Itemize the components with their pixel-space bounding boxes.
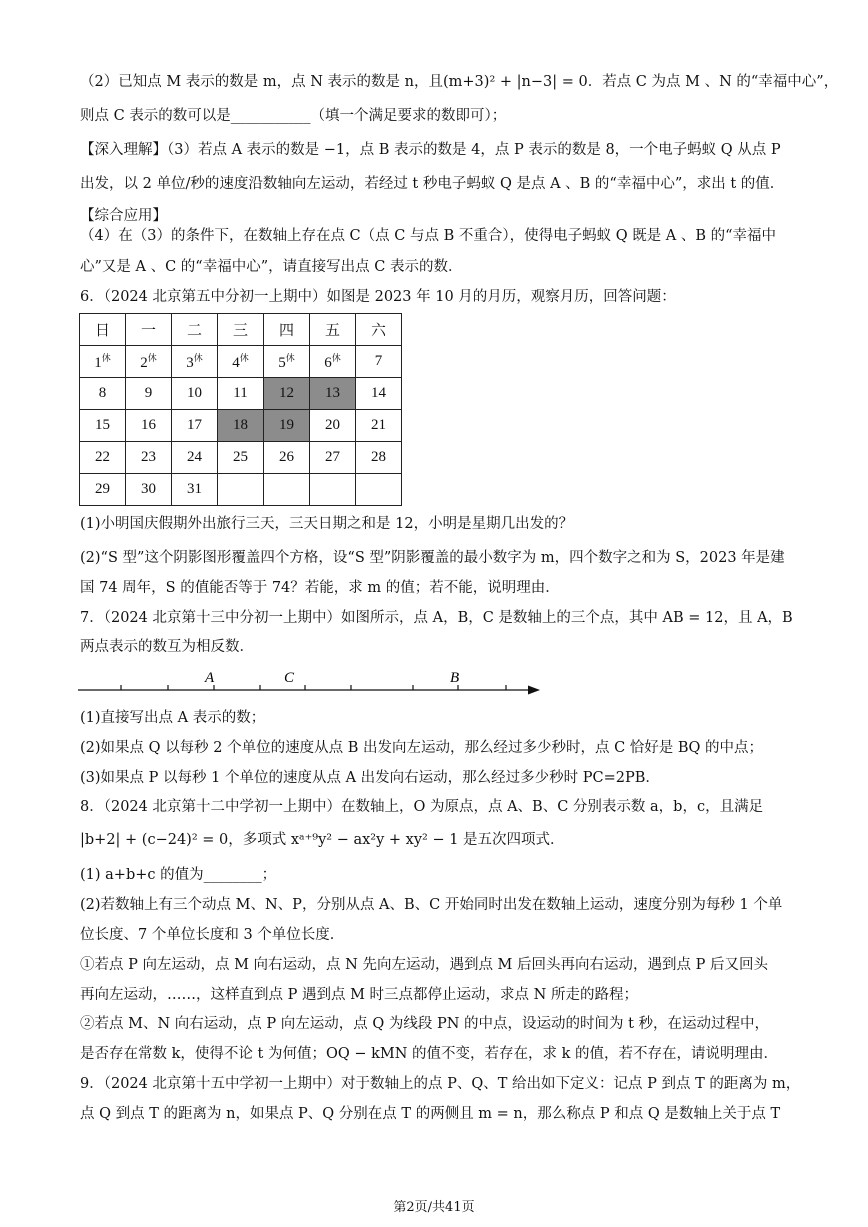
q8-part2-sub1-line1: ①若点 P 向左运动，点 M 向右运动，点 N 先向左运动，遇到点 M 后回头再向右运动，遇到点 P 后又回头 <box>80 957 768 973</box>
calendar-day-cell: 23 <box>126 442 172 474</box>
number-line-arrow <box>528 686 540 695</box>
calendar-day-cell: 17 <box>172 410 218 442</box>
calendar-day-cell: 25 <box>218 442 264 474</box>
q9-stem-line1: 9．（2024 北京第十五中学初一上期中）对于数轴上的点 P、Q、T 给出如下定义：记点 P 到点 T 的距离为 m， <box>80 1076 801 1092</box>
calendar-day-cell: 30 <box>126 474 172 506</box>
calendar-day-cell: 18 <box>218 410 264 442</box>
q8-part2-sub1-line2: 再向左运动，……，这样直到点 P 遇到点 M 时三点都停止运动，求点 N 所走的路程； <box>80 987 638 1003</box>
calendar-empty-cell <box>356 474 402 506</box>
calendar-header: 日 <box>80 314 126 346</box>
calendar-header: 二 <box>172 314 218 346</box>
calendar-day-cell: 24 <box>172 442 218 474</box>
calendar-header: 一 <box>126 314 172 346</box>
holiday-mark: 休 <box>239 353 249 363</box>
calendar-day-cell: 7 <box>356 346 402 378</box>
calendar-day-cell: 9 <box>126 378 172 410</box>
calendar-day-cell: 28 <box>356 442 402 474</box>
q7-stem-line1: 7．（2024 北京第十三中分初一上期中）如图所示，点 A，B，C 是数轴上的三个点，其中 AB = 12，且 A，B <box>80 610 793 626</box>
q5-part4-line2: 心”又是 A 、C 的“幸福中心”，请直接写出点 C 表示的数． <box>80 259 463 275</box>
calendar-day-cell: 13 <box>310 378 356 410</box>
calendar-day-cell: 8 <box>80 378 126 410</box>
calendar-day-cell: 29 <box>80 474 126 506</box>
number-line-ticks <box>121 685 506 690</box>
calendar-day-cell: 22 <box>80 442 126 474</box>
holiday-mark: 休 <box>285 353 295 363</box>
q5-part2-line2: 则点 C 表示的数可以是___________（填一个满足要求的数即可）； <box>80 108 507 124</box>
q5-part4-line1: （4）在（3）的条件下，在数轴上存在点 C（点 C 与点 B 不重合），使得电子蚂蚁 Q 既是 A 、B 的“幸福中 <box>80 228 777 244</box>
calendar-day-cell: 16 <box>126 410 172 442</box>
calendar-day-cell: 14 <box>356 378 402 410</box>
calendar-day-cell: $1^休$ <box>80 346 126 378</box>
q6-part2-line2: 国 74 周年，S 的值能否等于 74？若能，求 m 的值；若不能，说明理由． <box>80 580 560 596</box>
holiday-mark: 休 <box>331 353 341 363</box>
q6-part2-line1: (2)“S 型”这个阴影图形覆盖四个方格，设“S 型”阴影覆盖的最小数字为 m，四个数字之和为 S，2023 年是建 <box>80 550 785 566</box>
q5-part3-line1: 【深入理解】（3）若点 A 表示的数是 −1，点 B 表示的数是 4，点 P 表示的数是 8，一个电子蚂蚁 Q 从点 P <box>80 142 781 158</box>
q8-part2-line1: (2)若数轴上有三个动点 M、N、P，分别从点 A、B、C 开始同时出发在数轴上运动，速度分别为每秒 1 个单 <box>80 897 783 913</box>
calendar-day-cell: 11 <box>218 378 264 410</box>
q9-stem-line2: 点 Q 到点 T 的距离为 n，如果点 P、Q 分别在点 T 的两侧且 m = n，那么称点 P 和点 Q 是数轴上关于点 T <box>80 1106 781 1122</box>
calendar-week-row <box>80 410 402 442</box>
calendar-header: 三 <box>218 314 264 346</box>
number-line-figure <box>78 668 548 700</box>
holiday-mark: 休 <box>101 353 111 363</box>
q8-part1: (1) a+b+c 的值为________； <box>80 867 277 883</box>
calendar-day-cell: $4^休$ <box>218 346 264 378</box>
q8-stem-line2: |b+2| + (c−24)² = 0，多项式 xᵃ⁺⁹y² − ax²y + xy² − 1 是五次四项式． <box>80 832 565 848</box>
calendar-empty-cell <box>218 474 264 506</box>
calendar-day-cell: 27 <box>310 442 356 474</box>
q5-part3-line2: 出发，以 2 单位/秒的速度沿数轴向左运动，若经过 t 秒电子蚂蚁 Q 是点 A 、B 的“幸福中心”，求出 t 的值． <box>80 176 785 192</box>
calendar-day-cell: 26 <box>264 442 310 474</box>
point-c-label: C <box>284 670 295 686</box>
calendar-day-cell: $3^休$ <box>172 346 218 378</box>
q8-stem-line1: 8．（2024 北京第十二中学初一上期中）在数轴上，O 为原点，点 A、B、C 分别表示数 a，b，c，且满足 <box>80 799 764 815</box>
calendar-empty-cell <box>310 474 356 506</box>
q8-part2-sub2-line2: 是否存在常数 k，使得不论 t 为何值；OQ − kMN 的值不变，若存在，求 k 的值，若不存在，请说明理由． <box>80 1046 779 1062</box>
q5-part2-line1: （2）已知点 M 表示的数是 m，点 N 表示的数是 n，且(m+3)² + |n−3| = 0．若点 C 为点 M 、N 的“幸福中心”， <box>80 74 839 90</box>
calendar-week-row <box>80 346 402 378</box>
point-b-label: B <box>450 670 460 686</box>
page-footer: 第2页/共41页 <box>393 1200 475 1215</box>
calendar-day-cell: 10 <box>172 378 218 410</box>
calendar-day-cell: 12 <box>264 378 310 410</box>
q7-stem-line2: 两点表示的数互为相反数． <box>80 639 254 655</box>
calendar-week-row <box>80 442 402 474</box>
point-a-label: A <box>205 670 215 686</box>
calendar-day-cell: $6^休$ <box>310 346 356 378</box>
calendar-header: 六 <box>356 314 402 346</box>
calendar-day-cell: 31 <box>172 474 218 506</box>
calendar-header-row <box>80 314 402 346</box>
calendar-table <box>79 313 402 506</box>
calendar-day-cell: $5^休$ <box>264 346 310 378</box>
q7-part2: (2)如果点 Q 以每秒 2 个单位的速度从点 B 出发向左运动，那么经过多少秒时，点 C 恰好是 BQ 的中点； <box>80 740 764 756</box>
holiday-mark: 休 <box>193 353 203 363</box>
calendar-day-cell: $2^休$ <box>126 346 172 378</box>
calendar-header: 五 <box>310 314 356 346</box>
calendar-day-cell: 19 <box>264 410 310 442</box>
q7-part1: (1)直接写出点 A 表示的数； <box>80 710 266 726</box>
calendar-week-row <box>80 378 402 410</box>
holiday-mark: 休 <box>147 353 157 363</box>
calendar-body <box>80 346 402 506</box>
q8-part2-line2: 位长度、7 个单位长度和 3 个单位长度． <box>80 927 345 943</box>
calendar-day-cell: 20 <box>310 410 356 442</box>
q8-part2-sub2-line1: ②若点 M、N 向右运动，点 P 向左运动，点 Q 为线段 PN 的中点，设运动的时间为 t 秒，在运动过程中， <box>80 1016 770 1032</box>
calendar-day-cell: 15 <box>80 410 126 442</box>
calendar-day-cell: 21 <box>356 410 402 442</box>
q5-section-heading: 【综合应用】 <box>80 208 167 224</box>
calendar-empty-cell <box>264 474 310 506</box>
q7-part3: (3)如果点 P 以每秒 1 个单位的速度从点 A 出发向右运动，那么经过多少秒时 PC=2PB． <box>80 770 660 786</box>
q6-part1: (1)小明国庆假期外出旅行三天，三天日期之和是 12，小明是星期几出发的？ <box>80 516 574 532</box>
q6-stem: 6．（2024 北京第五中分初一上期中）如图是 2023 年 10 月的月历，观察月历，回答问题： <box>80 289 676 305</box>
calendar-header: 四 <box>264 314 310 346</box>
calendar-week-row <box>80 474 402 506</box>
